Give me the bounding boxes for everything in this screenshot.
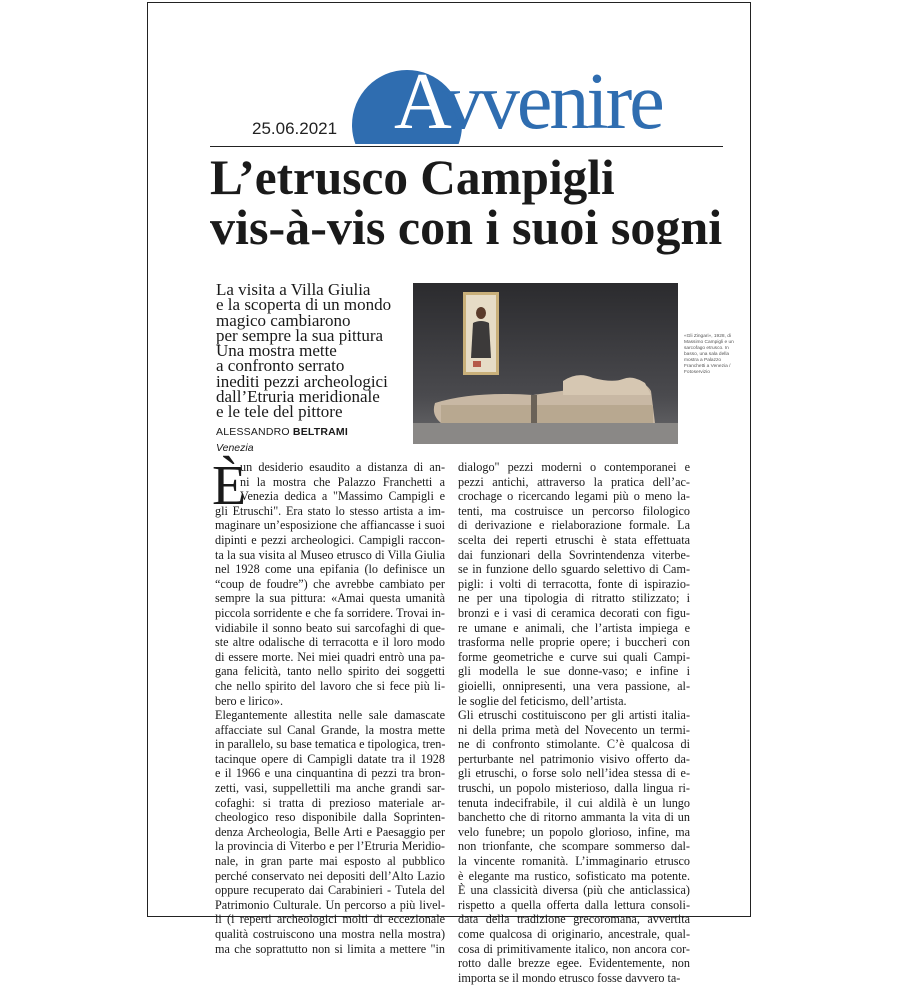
article-text-line: cheologico reso disponibile dalla Soprinten- — [215, 810, 445, 825]
article-text-line: tenuta indecifrabile, il cui aldilà è un lungo — [458, 795, 690, 810]
article-text-line: pigli: i volti di terracotta, fonte di ispirazio- — [458, 576, 690, 591]
article-text-line: ni della prima metà del Novecento un termi- — [458, 722, 690, 737]
article-text-line: un desiderio esaudito a distanza di an- — [240, 460, 445, 474]
article-text-line: e il 1966 e una cinquantina di pezzi tra bron- — [215, 766, 445, 781]
article-text-line: ste altre odalische di terracotta e il loro modo — [215, 635, 445, 650]
article-text-line: come qualcosa di originario, ancestrale, qual- — [458, 927, 690, 941]
article-text-line: gli modella le sue donne-vaso; e infine i — [458, 664, 690, 679]
article-text-line: non trionfante, che scompare sommerso dal- — [458, 839, 690, 854]
article-column-left — [212, 455, 446, 956]
newspaper-logo — [352, 58, 662, 146]
article-text-line: bero e lirico». — [215, 693, 284, 708]
article-text-line: dipinti e pezzi archeologici. Campigli raccon- — [215, 532, 445, 547]
subheadline — [216, 282, 391, 420]
subheadline-line: e la scoperta di un mondo — [216, 295, 392, 315]
dateline-place: Venezia — [216, 442, 254, 454]
article-text-line: velo funebre; un popolo glorioso, infine, ma — [458, 824, 690, 839]
article-text-line: gana felicità, tanto nello spirito dei soggetti — [215, 664, 445, 679]
article-text-line: maginare un’esposizione che affiancasse i suoi — [215, 518, 445, 533]
drop-cap: È — [212, 455, 247, 517]
article-text-line: È una classicità diversa (più che anticlassica) — [458, 883, 690, 898]
photo-caption: «Gli Zingari», 1928, di Massimo Campigli e un sarcofago etrusco. In basso, una sala della mostra a Palazzo Franchetti a Venezia / Fotoservizio — [684, 334, 734, 375]
article-text-line: importa se il mondo etrusco fosse davvero ta- — [458, 970, 681, 985]
headline-line-1: L’etrusco Campigli — [210, 149, 615, 205]
article-text-line: crochage o ricercando legami più o meno la- — [458, 489, 690, 504]
article-text-line: se in funzione dello sguardo selettivo di Cam- — [458, 562, 690, 577]
article-text-line: gioielli, onnipresenti, una vera passione, al- — [458, 678, 690, 693]
article-text-line: data della tradizione grecoromana, avvertita — [458, 912, 690, 927]
subheadline-line: Una mostra mette — [216, 341, 337, 361]
article-text-line: gli etruschi, o forse solo nell’idea stessa di e- — [458, 766, 690, 781]
subheadline-line: per sempre la sua pittura — [216, 325, 384, 345]
article-text-line: nale, in gran parte mai esposto al pubblico — [215, 854, 445, 869]
article-text-line: denza Archeologia, Belle Arti e Paesaggio per — [215, 824, 445, 839]
subheadline-line: e le tele del pittore — [216, 402, 343, 422]
article-text-line: in parallelo, su base tematica e tipologica, tren- — [215, 737, 446, 752]
article-text-line: Patrimonio Culturale. Un percorso a più livel- — [215, 897, 445, 912]
article-text-line: la provincia di Viterbo e per l’Etruria Meridio- — [215, 839, 445, 854]
article-text-line: Venezia dedica a "Massimo Campigli e — [240, 489, 445, 504]
article-text-line: ne per una tipologia di ritratto stilizzato; i — [458, 591, 690, 606]
article-text-line: cofaghi: si tratta di prezioso materiale ar- — [215, 795, 445, 810]
article-text-line: di derivazione e rielaborazione formale. La — [458, 518, 690, 533]
article-text-line: scelta dei reperti etruschi è stata effettuata — [458, 532, 690, 547]
article-text-line: oppure recuperato dai Carabinieri - Tutela del — [215, 883, 445, 898]
author-last-name: BELTRAMI — [292, 426, 348, 438]
article-text-line: Gli etruschi costituiscono per gli artisti italia- — [458, 708, 690, 723]
article-column-right — [458, 460, 690, 985]
article-text-line: rispetto a quella offerta dalla lettura consoli- — [458, 897, 690, 912]
article-text-line: bronzi e i vasi di ceramica decorati con figu- — [458, 605, 690, 620]
article-text-line: zetti, vasi, suppellettili ma anche grandi sar- — [215, 781, 445, 796]
article-text-line: pezzi antichi, attraverso la pratica dell’ac- — [458, 474, 690, 489]
article-text-line: ta la sua visita al Museo etrusco di Villa Giulia — [215, 547, 445, 562]
article-text-line: perturbante nel patrimonio visivo offerto da- — [458, 751, 690, 766]
subheadline-line: La visita a Villa Giulia — [216, 280, 371, 299]
publication-date: 25.06.2021 — [252, 119, 338, 138]
byline — [216, 426, 348, 438]
article-text-line: banchetto che di ritorno ammanta la vita di un — [458, 810, 690, 825]
article-text-line: perché conservato nei depositi dell’Alto Lazio — [215, 868, 445, 883]
header-rule — [210, 146, 723, 147]
subheadline-line: dall’Etruria meridionale — [216, 387, 380, 407]
article-text-line: nel 1928 come una epifania (lo definisce un — [215, 562, 445, 577]
subheadline-line: a confronto serrato — [216, 356, 345, 376]
article-text-line: tacinque opere di Campigli datate tra il 1928 — [215, 751, 445, 766]
article-text-line: Elegantemente allestita nelle sale damascate — [215, 708, 445, 723]
article-text-line: di essere morte. Nei miei quadri entrò una pa- — [215, 649, 445, 664]
article-text-line: dai funzionari della Sovrintendenza viterbe- — [458, 547, 690, 562]
article-text-line: le soglie del feticismo, dell’artista. — [458, 693, 627, 708]
article-text-line: qualità costruiscono una mostra nella mostra) — [215, 927, 445, 941]
article-text-line: “coup de foudre”) che avrebbe cambiato per — [215, 576, 445, 591]
article-text-line: forme geometriche e curve sui quali Campi- — [458, 649, 690, 664]
article-text-line: li (i reperti archeologici molti di eccezionale — [215, 912, 445, 927]
article-text-line: sempre la sua pittura: «Amai questa umanità — [215, 591, 445, 606]
article-text-line: re umane e animali, che l’artista impiega e — [458, 620, 690, 635]
article-text-line: tenti, ma costruisce un percorso filologico — [458, 503, 690, 518]
article-text-line: gli Etruschi". Era stato lo stesso artista a im- — [215, 503, 445, 518]
article-text-line: dialogo" pezzi moderni o contemporanei e — [458, 460, 690, 474]
article-text-line: piccola sorridente e che fa sorridere. Trovai in- — [215, 605, 445, 620]
article-photo — [413, 283, 678, 444]
headline-line-2: vis-à-vis con i suoi sogni — [210, 199, 723, 255]
author-first-name: ALESSANDRO — [216, 426, 290, 438]
article-text-line: che nello spirito del lavoro che si fece più li- — [215, 678, 445, 693]
subheadline-line: inediti pezzi archeologici — [216, 371, 388, 391]
article-text-line: rotto dalle brezze egee. Evidentemente, non — [458, 956, 690, 971]
article-text-line: ne di confronto stimolante. C’è qualcosa di — [458, 737, 690, 752]
logo-wordmark: Avvenire — [394, 58, 662, 146]
article-text-line: cosa di primitivamente italico, non ancora cor- — [458, 941, 690, 956]
article-text-line: ni la mostra che Palazzo Franchetti a — [240, 474, 445, 489]
article-text-line: vidiabile il sonno beato sui sarcofaghi di que- — [215, 620, 445, 635]
article-text-line: la vincente romanità. L’immaginario etrusco — [458, 854, 690, 869]
article-text-line: ma che soprattutto non si limita a mettere "in — [215, 941, 445, 956]
article-text-line: affacciate sul Canal Grande, la mostra mette — [215, 722, 445, 737]
subheadline-line: magico cambiarono — [216, 310, 351, 330]
article-text-line: truschi, un popolo misterioso, dalla lingua ri- — [458, 781, 690, 796]
article-text-line: è elegante ma rustico, sofisticato ma potente. — [458, 868, 690, 883]
article-text-line: trasforma nelle proprie opere; i buccheri con — [458, 635, 690, 650]
